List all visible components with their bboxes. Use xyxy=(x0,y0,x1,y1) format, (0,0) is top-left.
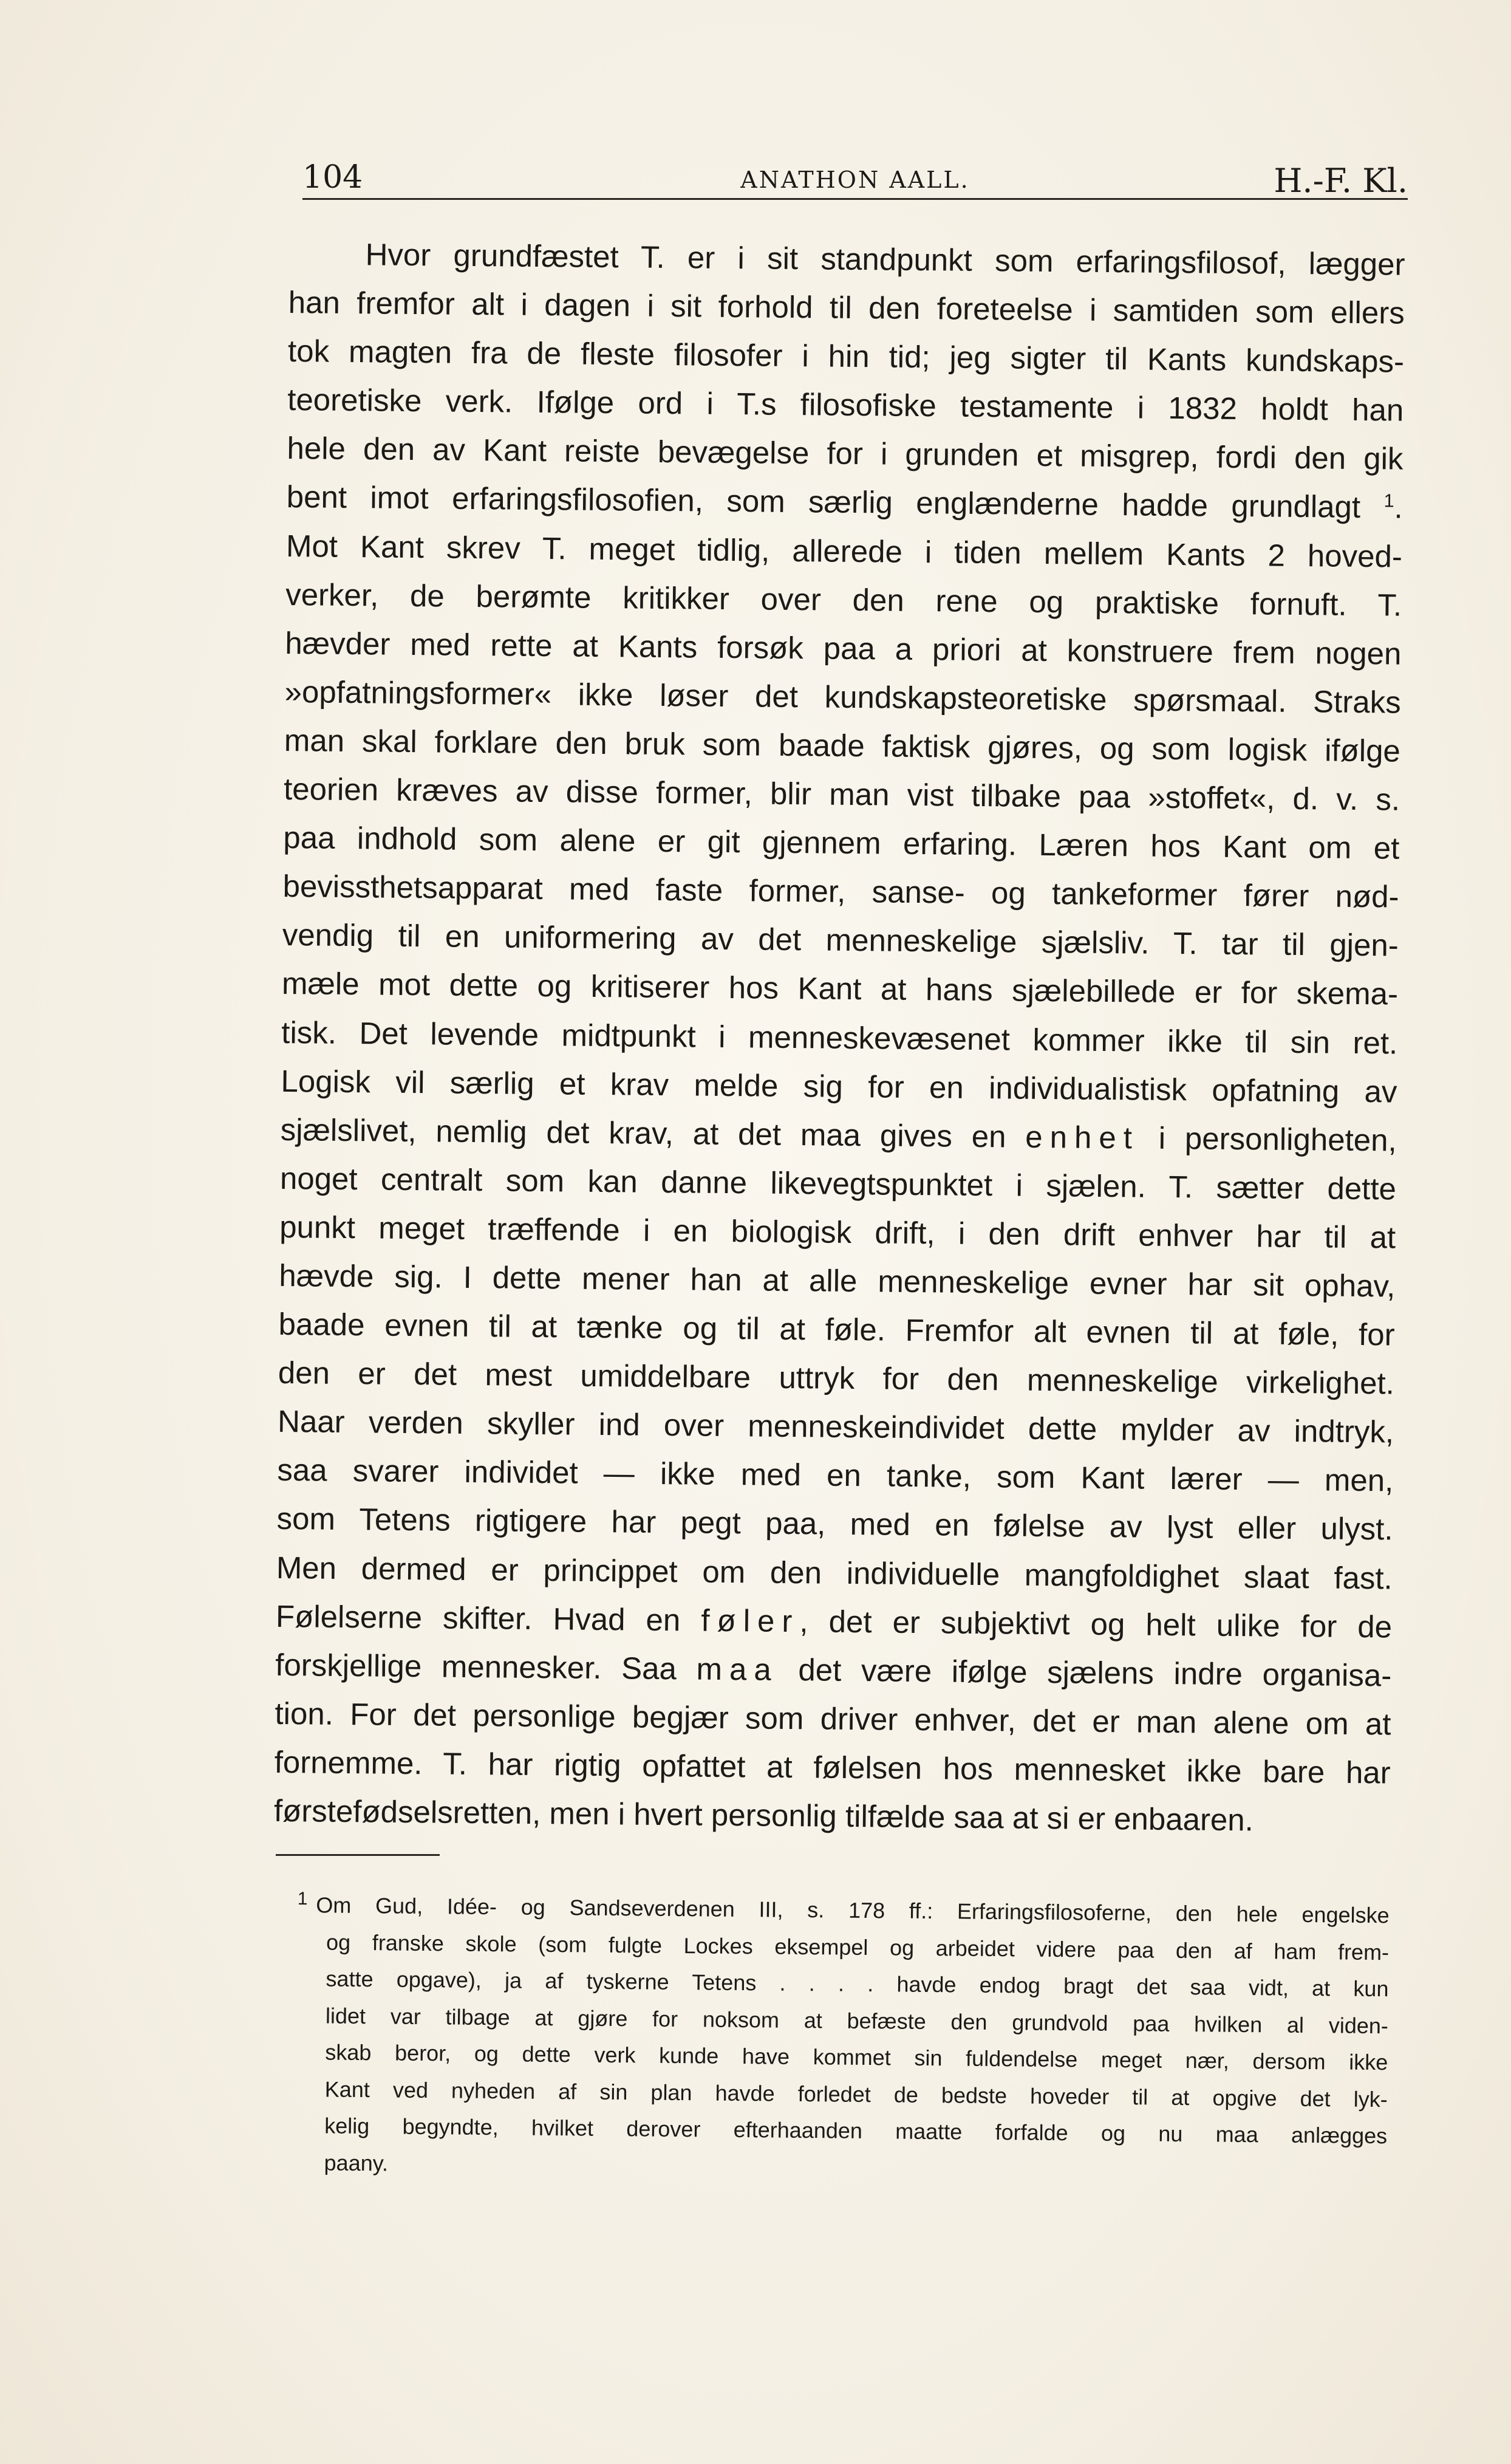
text-line: fornemme. T. har rigtig opfattet at følelsen hos mennesket ikke bare har xyxy=(274,1744,1391,1790)
footnote-line: Kant ved nyheden af sin plan havde forledet de bedste hoveder til at opgive det lyk- xyxy=(324,2076,1388,2112)
text-line: verker, de berømte kritikker over den rene og praktiske fornuft. T. xyxy=(285,577,1402,623)
footnote-line: og franske skole (som fulgte Lockes eksempel og arbeidet videre paa den af ham frem- xyxy=(326,1929,1390,1965)
text-line: forskjellige mennesker. Saa maa det være ifølge sjælens indre organisa- xyxy=(275,1647,1392,1693)
text-line: som Tetens rigtigere har pegt paa, med en følelse av lyst eller ulyst. xyxy=(276,1501,1393,1547)
text-line: hele den av Kant reiste bevægelse for i grunden et misgrep, fordi den gik xyxy=(287,431,1404,477)
emphasized-word: maa xyxy=(696,1651,779,1687)
text-line: hævder med rette at Kants forsøk paa a priori at konstruere frem nogen xyxy=(285,625,1402,671)
text-line: vendig til en uniformering av det menneskelige sjælsliv. T. tar til gjen- xyxy=(282,917,1399,963)
text-line: tisk. Det levende midtpunkt i menneskevæsenet kommer ikke til sin ret. xyxy=(281,1015,1398,1061)
text-line: bent imot erfaringsfilosofien, som særlig englænderne hadde grundlagt $^1$. xyxy=(286,479,1403,525)
emphasized-word: enhet xyxy=(1025,1119,1140,1155)
text-line: Men dermed er princippet om den individuelle mangfoldighet slaat fast. xyxy=(276,1550,1393,1596)
text-line: Følelserne skifter. Hvad en føler, det er subjektivt og helt ulike for de xyxy=(275,1598,1393,1644)
text-line: mæle mot dette og kritiserer hos Kant at hans sjælebillede er for skema- xyxy=(281,966,1399,1011)
footnote-line: satte opgave), ja af tyskerne Tetens . . . . havde endog bragt det saa vidt, at kun xyxy=(326,1966,1389,2002)
footnote-line: lidet var tilbage at gjøre for noksom at befæste den grundvold paa hvilken al viden- xyxy=(325,2002,1389,2038)
text-line: førstefødselsretten, men i hvert personlig tilfælde saa at si er enbaaren. xyxy=(273,1793,1254,1838)
footnote-line: paany. xyxy=(324,2149,389,2175)
footnote-separator xyxy=(276,1854,440,1856)
body-text xyxy=(274,230,1405,1846)
text-line: Mot Kant skrev T. meget tidlig, allerede i tiden mellem Kants 2 hoved- xyxy=(285,528,1403,574)
footnote xyxy=(295,1887,1390,2191)
text-line: baade evnen til at tænke og til at føle. Fremfor alt evnen til at føle, for xyxy=(278,1306,1395,1352)
footnote-line: kelig begyndte, hvilket derover efterhaanden maatte forfalde og nu maa anlægges xyxy=(324,2113,1388,2149)
text-line: Naar verden skyller ind over menneskeindividet dette mylder av indtryk, xyxy=(277,1404,1394,1449)
emphasized-word: føler xyxy=(701,1603,800,1638)
page-number: 104 xyxy=(302,159,363,196)
text-line: bevissthetsapparat med faste former, sanse- og tankeformer fører nød- xyxy=(282,869,1399,914)
footnote-line: $^1$ Om Gud, Idée- og Sandseverdenen III, s. 178 ff.: Erfaringsfilosoferne, den hele engelske xyxy=(297,1888,1390,1928)
text-line: punkt meget træffende i en biologisk drift, i den drift enhver har til at xyxy=(279,1209,1396,1255)
text-line: sjælslivet, nemlig det krav, at det maa gives en enhet i personligheten, xyxy=(280,1112,1397,1158)
text-line: tok magten fra de fleste filosofer i hin tid; jeg sigter til Kants kundskaps- xyxy=(287,334,1405,379)
footnote-mark: 1 xyxy=(297,1888,308,1909)
class-mark: H.-F. Kl. xyxy=(1274,162,1408,200)
text-line: den er det mest umiddelbare uttryk for den menneskelige virkelighet. xyxy=(278,1355,1395,1401)
text-line: »opfatningsformer« ikke løser det kundskapsteoretiske spørsmaal. Straks xyxy=(284,674,1401,720)
footnote-line: skab beror, og dette verk kunde have kommet sin fuldendelse meget nær, dersom ikke xyxy=(325,2039,1388,2075)
text-line: han fremfor alt i dagen i sit forhold til den foreteelse i samtiden som ellers xyxy=(288,285,1405,330)
text-line: man skal forklare den bruk som baade faktisk gjøres, og som logisk ifølge xyxy=(284,722,1401,768)
page-header xyxy=(302,159,1408,200)
text-line: tion. For det personlige begjær som driver enhver, det er man alene om at xyxy=(275,1696,1391,1742)
text-line: teorien kræves av disse former, blir man vist tilbake paa »stoffet«, d. v. s. xyxy=(283,771,1400,817)
text-line: paa indhold som alene er git gjennem erfaring. Læren hos Kant om et xyxy=(283,820,1400,866)
text-line: Hvor grundfæstet T. er i sit standpunkt som erfaringsfilosof, lægger xyxy=(365,237,1405,282)
running-title: ANATHON AALL. xyxy=(740,166,970,193)
text-line: saa svarer individet — ikke med en tanke, som Kant lærer — men, xyxy=(277,1453,1394,1498)
footnote-reference: 1 xyxy=(1383,490,1394,512)
text-line: noget centralt som kan danne likevegtspunktet i sjælen. T. sætter dette xyxy=(279,1160,1397,1206)
text-line: teoretiske verk. Ifølge ord i T.s filosofiske testamente i 1832 holdt han xyxy=(287,382,1404,428)
text-line: hævde sig. I dette mener han at alle menneskelige evner har sit ophav, xyxy=(279,1258,1396,1304)
text-line: Logisk vil særlig et krav melde sig for en individualistisk opfatning av xyxy=(281,1063,1397,1109)
